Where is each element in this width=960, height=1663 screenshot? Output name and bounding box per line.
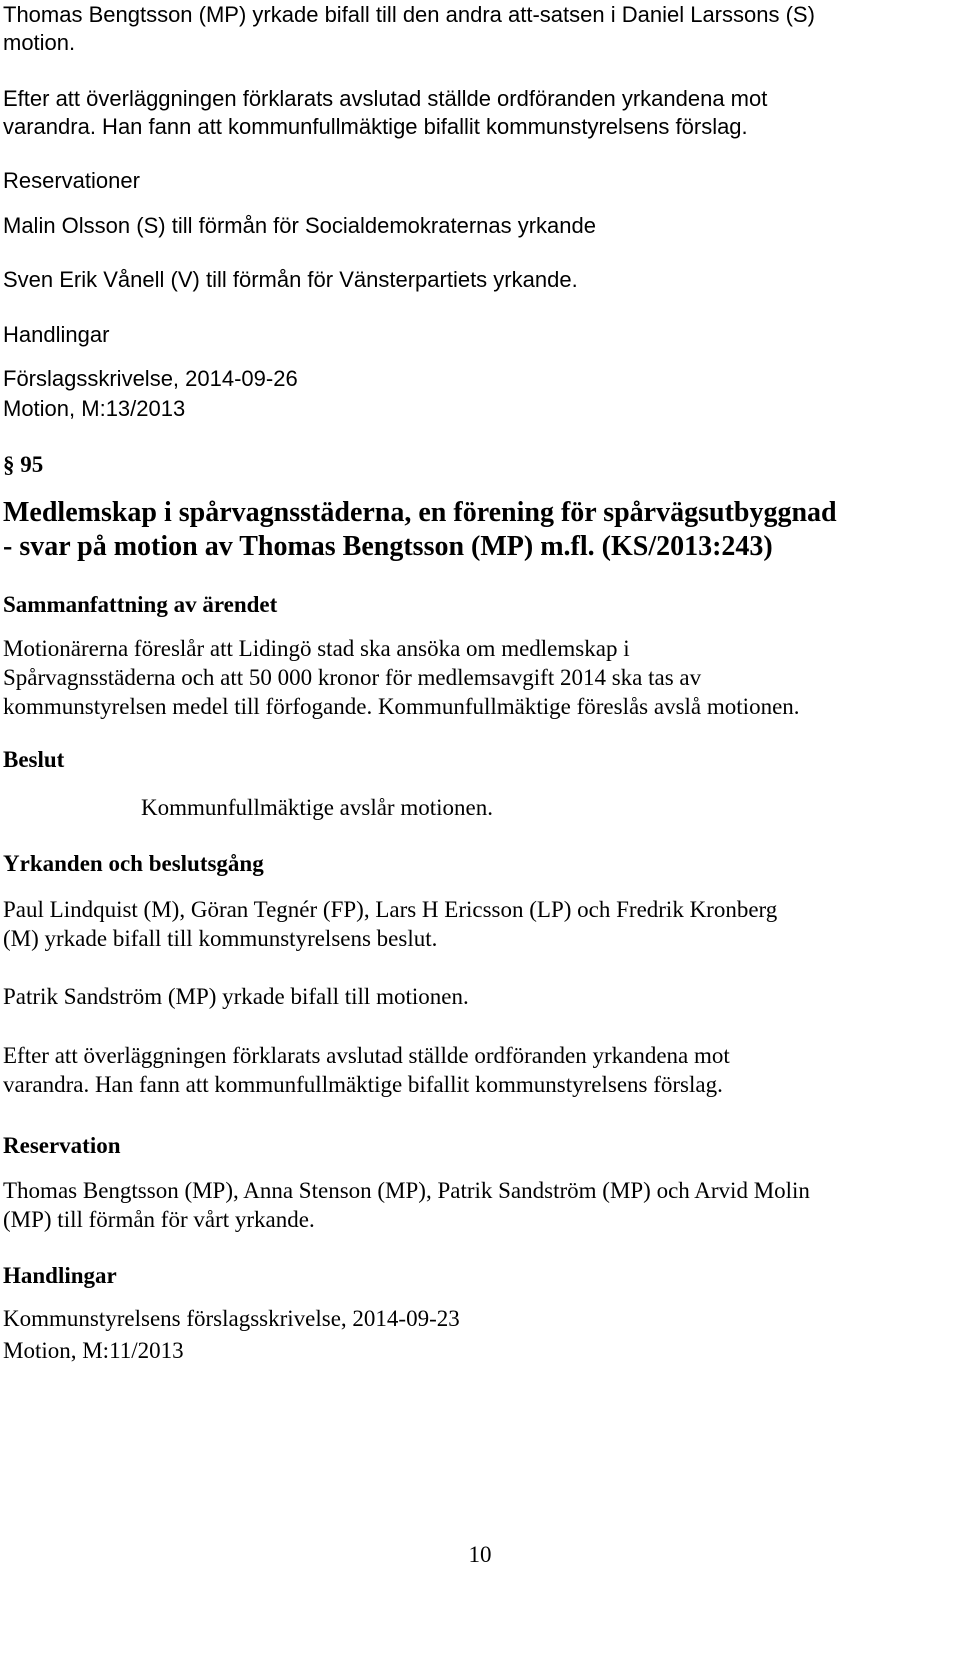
yrkande-3-line1: Efter att överläggningen förklarats avslutad ställde ordföranden yrkandena mot	[3, 1043, 730, 1068]
heading-reservationer: Reservationer	[3, 168, 140, 193]
paragraph-overlaggning-line1: Efter att överläggningen förklarats avslutad ställde ordföranden yrkandena mot	[3, 86, 768, 111]
section-title-line2: - svar på motion av Thomas Bengtsson (MP) m.fl. (KS/2013:243)	[3, 531, 773, 562]
reservation-line2: (MP) till förmån för vårt yrkande.	[3, 1207, 315, 1232]
yrkande-3-line2: varandra. Han fann att kommunfullmäktige bifallit kommunstyrelsens förslag.	[3, 1072, 723, 1097]
heading-reservation: Reservation	[3, 1133, 121, 1158]
yrkande-1-line2: (M) yrkade bifall till kommunstyrelsens beslut.	[3, 926, 438, 951]
yrkande-1-line1: Paul Lindquist (M), Göran Tegnér (FP), Lars H Ericsson (LP) och Fredrik Kronberg	[3, 897, 778, 922]
summary-line3: kommunstyrelsen medel till förfogande. Kommunfullmäktige föreslås avslå motionen.	[3, 694, 800, 719]
reservation-line1: Thomas Bengtsson (MP), Anna Stenson (MP), Patrik Sandström (MP) och Arvid Molin	[3, 1178, 810, 1203]
paragraph-bifall-line2: motion.	[3, 30, 76, 55]
heading-sammanfattning: Sammanfattning av ärendet	[3, 592, 278, 617]
heading-yrkanden: Yrkanden och beslutsgång	[3, 851, 264, 876]
yrkande-2: Patrik Sandström (MP) yrkade bifall till motionen.	[3, 984, 469, 1009]
section-number: § 95	[3, 452, 44, 477]
heading-handlingar: Handlingar	[3, 322, 110, 347]
document-item-3: Kommunstyrelsens förslagsskrivelse, 2014-09-23	[3, 1306, 460, 1331]
document-item-2: Motion, M:13/2013	[3, 396, 186, 421]
section-title-line1: Medlemskap i spårvagnsstäderna, en förening för spårvägsutbyggnad	[3, 497, 837, 528]
summary-line1: Motionärerna föreslår att Lidingö stad ska ansöka om medlemskap i	[3, 636, 630, 661]
paragraph-bifall-line1: Thomas Bengtsson (MP) yrkade bifall till den andra att-satsen i Daniel Larssons (S)	[3, 2, 815, 27]
paragraph-overlaggning-line2: varandra. Han fann att kommunfullmäktige bifallit kommunstyrelsens förslag.	[3, 114, 748, 139]
heading-handlingar-2: Handlingar	[3, 1263, 117, 1288]
document-item-1: Förslagsskrivelse, 2014-09-26	[3, 366, 298, 391]
document-item-4: Motion, M:11/2013	[3, 1338, 184, 1363]
reservation-item-2: Sven Erik Vånell (V) till förmån för Vänsterpartiets yrkande.	[3, 267, 578, 292]
beslut-text: Kommunfullmäktige avslår motionen.	[141, 795, 493, 820]
summary-line2: Spårvagnsstäderna och att 50 000 kronor för medlemsavgift 2014 ska tas av	[3, 665, 702, 690]
heading-beslut: Beslut	[3, 747, 65, 772]
reservation-item-1: Malin Olsson (S) till förmån för Socialdemokraternas yrkande	[3, 213, 597, 238]
page-number: 10	[468, 1542, 492, 1567]
